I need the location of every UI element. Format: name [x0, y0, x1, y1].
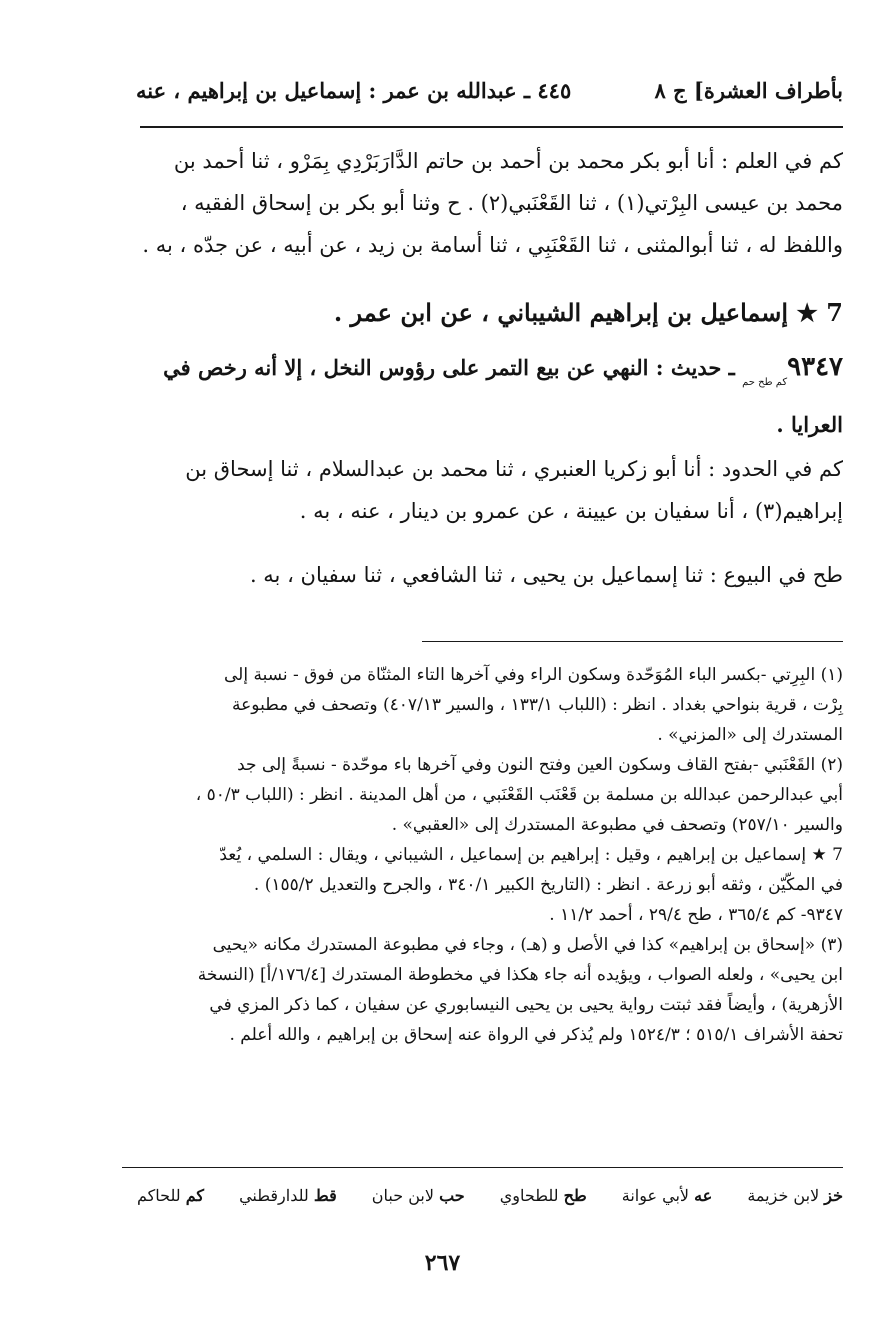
paragraph-line: إبراهيم(٣) ، أنا سفيان بن عيينة ، عن عمرو بن دينار ، عنه ، به . — [299, 499, 843, 523]
footnotes — [137, 660, 843, 1050]
header-rule — [140, 126, 843, 128]
abbreviation-item: كم للحاكم — [137, 1186, 205, 1205]
hadith-title-continued: العرايا . — [776, 412, 843, 437]
footnote-line: ابن يحيى» ، ولعله الصواب ، ويؤيده أنه جاء هكذا في مخطوطة المستدرك [١٧٦/٤/أ] (النسخة — [197, 965, 843, 985]
hadith-heading — [137, 346, 843, 446]
hadith-source-codes: كم طح حم — [742, 377, 788, 388]
narrator-entry-heading: 7 ★ إسماعيل بن إبراهيم الشيباني ، عن ابن عمر . — [333, 298, 843, 327]
abbreviation-item: قط للدارقطني — [239, 1186, 337, 1205]
header-book-title: بأطراف العشرة] ج ٨ — [654, 78, 843, 103]
abbreviation-item: طح للطحاوي — [499, 1186, 587, 1205]
footnote-line: والسير ٢٥٧/١٠) وتصحف في مطبوعة المستدرك إلى «العقبي» . — [391, 815, 843, 835]
running-header — [136, 78, 843, 118]
footnote-line: 7 ★ إسماعيل بن إبراهيم ، وقيل : إبراهيم بن إسماعيل ، الشيباني ، ويقال : السلمي ، يُعدّ — [219, 845, 843, 865]
footnote-line: في المكّيّن ، وثقه أبو زرعة . انظر : (التاريخ الكبير ٣٤٠/١ ، والجرح والتعديل ١٥٥/٢) . — [253, 875, 843, 895]
abbreviation-item: حب لابن حبان — [371, 1186, 465, 1205]
footnote-separator — [422, 641, 843, 642]
footnote-line: المستدرك إلى «المزني» . — [657, 725, 843, 745]
footnote-line: (٣) «إسحاق بن إبراهيم» كذا في الأصل و (هـ) ، وجاء في مطبوعة المستدرك مكانه «يحيى — [212, 935, 843, 955]
footnote-line: ٩٣٤٧- كم ٣٦٥/٤ ، طح ٢٩/٤ ، أحمد ١١/٢ . — [549, 905, 843, 925]
footnote-line: أبي عبدالرحمن عبدالله بن مسلمة بن قَعْنَب القَعْنَبي ، من أهل المدينة . انظر : (اللباب ٥٠/٣ ، — [195, 785, 843, 805]
footnote-line: الأزهرية) ، وأيضاً فقد ثبتت رواية يحيى بن يحيى النيسابوري عن سفيان ، كما ذكر المزي في — [209, 995, 843, 1015]
header-section-title: ٤٤٥ ـ عبدالله بن عمر : إسماعيل بن إبراهيم ، عنه — [136, 78, 572, 103]
paragraph-line: كم في العلم : أنا أبو بكر محمد بن أحمد بن حاتم الدَّارَبَرْدِي بِمَرْو ، ثنا أحمد بن — [173, 149, 843, 173]
page-number: ٢٦٧ — [424, 1250, 461, 1276]
paragraph-line: واللفظ له ، ثنا أبوالمثنى ، ثنا القَعْنَبِي ، ثنا أسامة بن زيد ، عن أبيه ، عن جدّه ، به . — [142, 233, 843, 257]
footnote-line: (١) البِرِتي -بكسر الباء المُوَحّدة وسكون الراء وفي آخرها التاء المثنّاة من فوق - نسبة إلى — [223, 665, 843, 685]
footnote-line: (٢) القَعْنَبي -بفتح القاف وسكون العين وفتح النون وفي آخرها باء موحّدة - نسبةً إلى جد — [237, 755, 843, 775]
paragraph-3: طح في البيوع : ثنا إسماعيل بن يحيى ، ثنا الشافعي ، ثنا سفيان ، به . — [249, 563, 843, 587]
paragraph-line: محمد بن عيسى البِرْتي(١) ، ثنا القَعْنَبي(٢) . ح وثنا أبو بكر بن إسحاق الفقيه ، — [180, 191, 843, 215]
paragraph-1 — [137, 140, 843, 266]
abbreviations-key — [137, 1186, 843, 1205]
hadith-title: ـ حديث : النهي عن بيع التمر على رؤوس النخل ، إلا أنه رخص في — [163, 355, 735, 380]
footnote-line: بِرْت ، قرية بنواحي بغداد . انظر : (اللباب ١٣٣/١ ، والسير ٤٠٧/١٣) وتصحف في مطبوعة — [232, 695, 843, 715]
abbreviation-item: عه لأبي عوانة — [621, 1186, 713, 1205]
abbreviation-item: خز لابن خزيمة — [747, 1186, 843, 1205]
footnote-line: تحفة الأشراف ٥١٥/١ ؛ ١٥٢٤/٣ ولم يُذكر في الرواة عنه إسحاق بن إبراهيم ، والله أعلم . — [229, 1025, 843, 1045]
abbreviations-rule — [122, 1167, 843, 1168]
paragraph-2 — [137, 448, 843, 532]
paragraph-line: كم في الحدود : أنا أبو زكريا العنبري ، ثنا محمد بن عبدالسلام ، ثنا إسحاق بن — [185, 457, 843, 481]
hadith-number: ٩٣٤٧ — [787, 352, 843, 382]
hadith-heading-line — [137, 346, 843, 404]
